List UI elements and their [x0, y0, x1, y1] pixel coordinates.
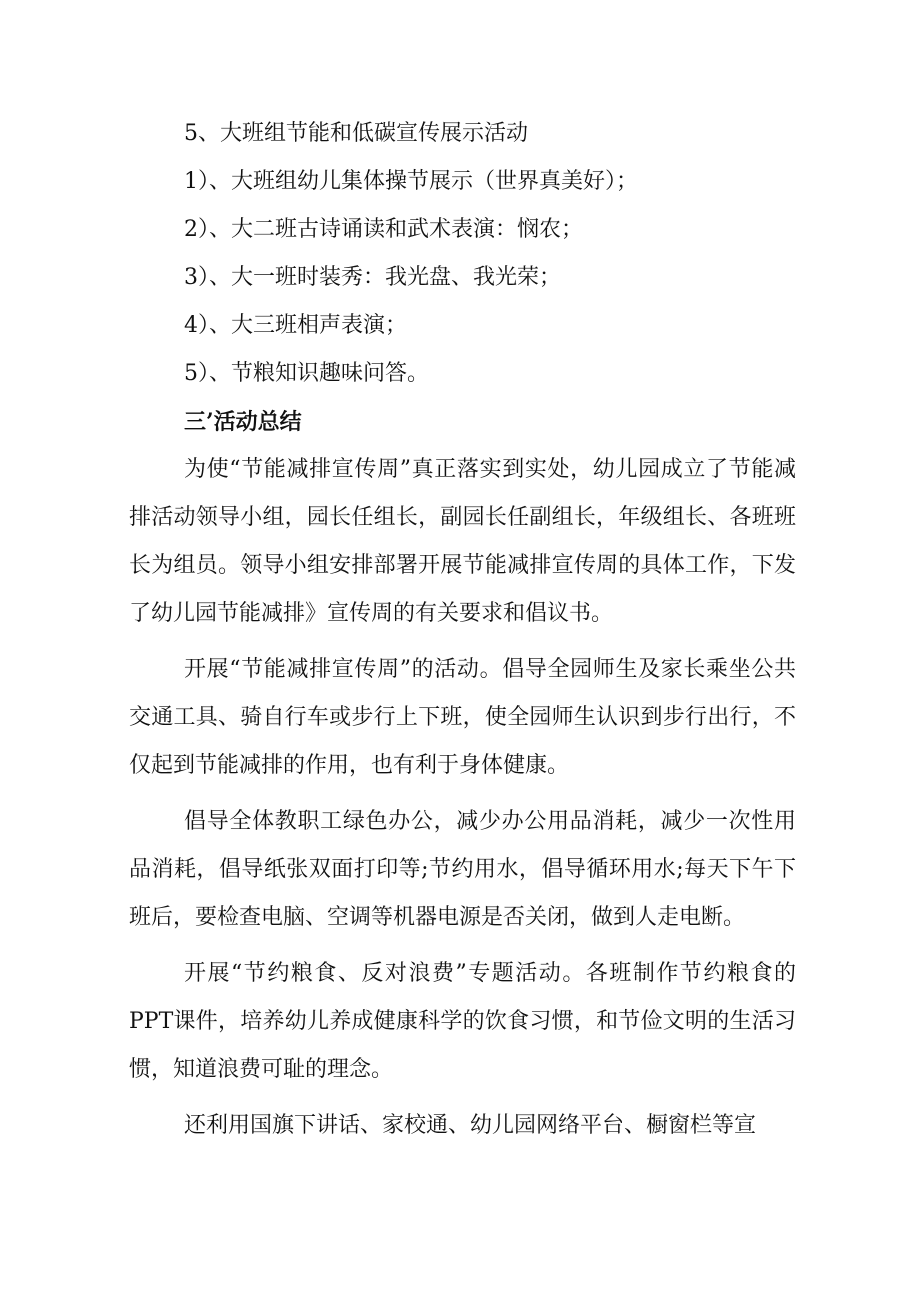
list-item: 5）、节粮知识趣味问答。 — [184, 361, 429, 386]
paragraph: 倡导全体教职工绿色办公，减少办公用品消耗，减少一次性用品消耗，倡导纸张双面打印等;节约用水，倡导循环用水;每天下午下班后，要检查电脑、空调等机器电源是否关闭，做到人走电断。 — [129, 809, 796, 930]
section-5-title: 5、大班组节能和低碳宣传展示活动 — [184, 121, 528, 146]
paragraph: 还利用国旗下讲话、家校通、幼儿园网络平台、橱窗栏等宣 — [184, 1113, 757, 1138]
paragraph: 开展“节能减排宣传周”的活动。倡导全园师生及家长乘坐公共交通工具、骑自行车或步行上下班，使全园师生认识到步行出行，不仅起到节能减排的作用，也有利于身体健康。 — [129, 657, 796, 778]
paragraph: 为使“节能减排宣传周”真正落实到实处，幼儿园成立了节能减排活动领导小组，园长任组长，副园长任副组长，年级组长、各班班长为组员。领导小组安排部署开展节能减排宣传周的具体工作，下发了幼儿园节能减排》宣传周的有关要求和倡议书。 — [129, 457, 796, 626]
list-item: 1）、大班组幼儿集体操节展示（世界真美好）； — [184, 169, 638, 194]
list-item: 4）、大三班相声表演； — [184, 313, 407, 338]
list-item: 2）、大二班古诗诵读和武术表演：悯农； — [184, 217, 583, 242]
list-item: 3）、大一班时装秀：我光盘、我光荣； — [184, 265, 561, 290]
paragraph: 开展“节约粮食、反对浪费”专题活动。各班制作节约粮食的PPT课件，培养幼儿养成健康科学的饮食习惯，和节俭文明的生活习惯，知道浪费可耻的理念。 — [129, 961, 796, 1082]
section-heading: 三’活动总结 — [184, 409, 302, 435]
